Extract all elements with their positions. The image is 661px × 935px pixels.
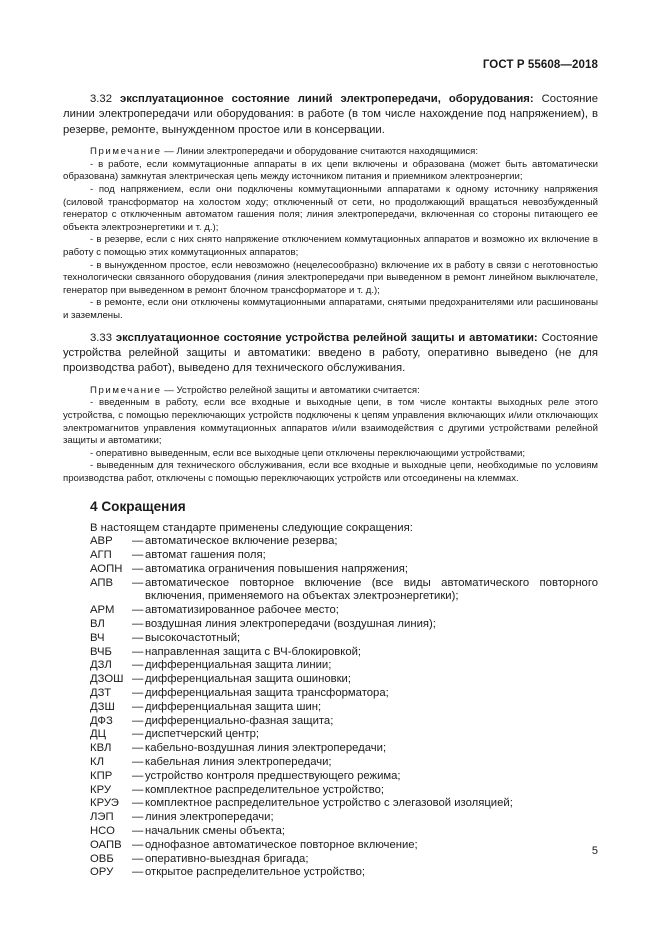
abbreviation-definition [132, 604, 598, 618]
abbreviation-code: ОВБ [90, 852, 114, 865]
term-number: 3.32 [90, 93, 112, 105]
abbreviation-code: АРМ [90, 604, 115, 617]
abbreviation-definition [132, 632, 598, 646]
abbreviation-code: ВЧ [90, 631, 105, 644]
abbreviation-definition [132, 756, 598, 770]
abbreviation-text: устройство контроля предшествующего режима; [145, 769, 401, 782]
abbreviation-text: дифференциальная защита шин; [145, 700, 322, 713]
abbreviation-dash: — [132, 811, 144, 824]
standard-header: ГОСТ Р 55608—2018 [482, 59, 598, 71]
abbreviation-row [90, 618, 598, 632]
abbreviation-dash: — [132, 562, 144, 575]
abbreviation-code: ДЗТ [90, 687, 112, 700]
abbreviation-list [63, 535, 598, 880]
abbreviation-text: дифференциально-фазная защита; [145, 714, 334, 727]
abbreviation-definition [132, 618, 598, 632]
abbreviation-definition [132, 549, 598, 563]
abbreviation-code: ДЗОШ [90, 673, 124, 686]
term-number: 3.33 [90, 331, 112, 344]
abbreviation-definition [132, 728, 598, 742]
abbreviation-dash: — [132, 852, 144, 865]
abbreviation-text: открытое распределительное устройство; [145, 866, 366, 879]
abbreviation-code: ВЧБ [90, 645, 112, 658]
note-item: - введенным в работу, если все входные и выходные цепи, в том числе контакты выходных реле этого устройства, с помощью переключающих устройств подключены к цепям управления включающих и/или отключающих электромагнитов управления коммутационных аппаратов и/или взаимодействия с другими устройствами релейной защиты и автоматики; [63, 397, 598, 447]
abbreviation-definition [132, 646, 598, 660]
abbreviation-definition [132, 659, 598, 673]
note-3-32 [63, 146, 598, 322]
note-3-33 [63, 385, 598, 486]
section-title: 4 Сокращения [90, 498, 186, 514]
abbreviation-text: дифференциальная защита ошиновки; [145, 673, 352, 686]
abbreviation-row [90, 853, 598, 867]
abbreviation-definition [132, 577, 598, 605]
abbreviation-dash: — [132, 549, 144, 562]
abbreviation-code: КВЛ [90, 742, 112, 755]
abbreviation-dash: — [132, 576, 144, 589]
abbreviation-dash: — [132, 742, 144, 755]
abbreviation-text: оперативно-выездная бригада; [145, 852, 309, 865]
abbreviation-code: КРУ [90, 783, 112, 796]
abbreviation-text: высокочастотный; [145, 631, 241, 644]
note-item: - оперативно выведенным, если все выходные цепи отключены переключающими устройствами; [90, 447, 526, 459]
abbreviation-text: автоматическое повторное включение (все виды автоматического повторного включения, применяемого на объектах электроэнергетики); [145, 576, 598, 603]
abbreviation-dash: — [132, 866, 144, 879]
abbreviation-dash: — [132, 535, 144, 548]
term-3-33 [63, 331, 598, 377]
term-definition: Состояние устройства релейной защиты и автоматики: введено в работу, оперативно выведено (не для производства работ), выведено для технического обслуживания. [63, 331, 598, 375]
abbreviation-definition [132, 701, 598, 715]
abbreviation-dash: — [132, 728, 144, 741]
abbreviation-text: направленная защита с ВЧ-блокировкой; [145, 645, 362, 658]
abbreviation-dash: — [132, 797, 144, 810]
note-item: - в резерве, если с них снято напряжение отключением коммутационных аппаратов и возможно их включение в работу с помощью этих коммутационных аппаратов; [63, 234, 598, 258]
abbreviation-text: кабельная линия электропередачи; [145, 756, 332, 769]
abbreviation-code: АВР [90, 535, 113, 548]
note-item: - в работе, если коммутационные аппараты в их цепи включены и образована (может быть автоматически образована) замкнутая электрическая цепь между источником питания и приемником электроэнергии; [63, 158, 598, 183]
abbreviation-code: НСО [90, 825, 115, 838]
abbreviation-definition [132, 770, 598, 784]
abbreviation-row [90, 549, 598, 563]
abbreviation-dash: — [132, 659, 144, 672]
abbreviation-code: КЛ [90, 756, 104, 769]
abbreviation-definition [132, 673, 598, 687]
abbreviation-text: однофазное автоматическое повторное включение; [145, 838, 418, 851]
note-item: - в ремонте, если они отключены коммутационными аппаратами, снятыми предохранителями или расшинованы и заземлены. [63, 297, 598, 321]
abbreviation-dash: — [132, 618, 144, 631]
note-item: - в вынужденном простое, если невозможно (нецелесообразно) включение их в работу в связи с неготовностью технологически связанного оборудования (линия электропередачи при выведенном в ремонт линейном выключателе, генератор при выведенном в ремонт блочном трансформаторе и т. д.); [63, 259, 598, 296]
abbreviation-dash: — [132, 825, 144, 838]
abbreviation-row [90, 756, 598, 770]
term-definition: Состояние линии электропередачи или оборудования: в работе (в том числе нахождение под напряжением), в резерве, ремонте, вынужденном простое или в консервации. [63, 93, 598, 136]
abbreviation-code: КПР [90, 769, 113, 782]
abbreviation-row [90, 604, 598, 618]
abbreviation-text: начальник смены объекта; [145, 825, 286, 838]
abbreviation-text: диспетчерский центр; [145, 728, 260, 741]
abbreviation-definition [132, 866, 598, 880]
abbreviation-dash: — [132, 604, 144, 617]
abbreviation-definition [132, 687, 598, 701]
abbreviation-row [90, 535, 598, 549]
note-lead: — Линии электропередачи и оборудование считаются находящимися: [164, 146, 479, 158]
abbreviation-dash: — [132, 756, 144, 769]
abbreviation-code: ОРУ [90, 866, 114, 879]
abbreviation-definition [132, 563, 598, 577]
abbreviation-code: ДЗШ [90, 700, 115, 713]
abbreviation-text: линия электропередачи; [145, 811, 274, 824]
abbreviation-text: воздушная линия электропередачи (воздушная линия); [145, 618, 436, 631]
note-item: - выведенным для технического обслуживания, если все входные и выходные цепи, необходимые по условиям производства работ, отключены с помощью переключающих устройств или отсоединены на клеммах. [63, 460, 598, 484]
abbreviation-definition [132, 535, 598, 549]
abbreviation-dash: — [132, 714, 144, 727]
abbreviation-text: автомат гашения поля; [145, 549, 266, 562]
abbreviation-dash: — [132, 631, 144, 644]
abbreviation-code: ЛЭП [90, 811, 114, 824]
abbreviation-code: КРУЭ [90, 797, 119, 810]
abbreviation-definition [132, 784, 598, 798]
abbreviation-dash: — [132, 783, 144, 796]
abbreviation-definition [132, 715, 598, 729]
abbreviation-definition [132, 797, 598, 811]
abbreviation-row [90, 563, 598, 577]
abbreviation-dash: — [132, 769, 144, 782]
abbreviation-text: дифференциальная защита трансформатора; [145, 687, 389, 700]
note-label: Примечание [90, 146, 162, 158]
abbreviation-row [90, 673, 598, 687]
abbreviation-text: автоматизированное рабочее место; [145, 604, 339, 617]
abbreviation-row [90, 701, 598, 715]
abbreviation-code: ВЛ [90, 618, 105, 631]
abbreviation-code: АПВ [90, 576, 114, 589]
abbreviation-text: кабельно-воздушная линия электропередачи; [145, 742, 387, 755]
abbreviation-code: ДЗЛ [90, 659, 112, 672]
abbreviation-dash: — [132, 838, 144, 851]
abbreviation-row [90, 825, 598, 839]
abbreviation-row [90, 659, 598, 673]
abbreviation-row [90, 839, 598, 853]
note-item: - под напряжением, если они подключены коммутационными аппаратами к одному источнику напряжения (силовой трансформатор на холостом ходу; отключенный от сети, но продолжающий вращаться невозбужденный генератор с отключенным автоматом гашения поля; линия электропередачи, включенная со стороны питающего ее объекта электроэнергетики и т. д.); [63, 184, 598, 233]
term-title: эксплуатационное состояние линий электропередачи, оборудования: [119, 93, 534, 105]
abbreviation-text: комплектное распределительное устройство с элегазовой изоляцией; [145, 797, 513, 810]
abbreviation-text: автоматическое включение резерва; [145, 535, 338, 548]
abbreviation-row [90, 770, 598, 784]
abbreviation-definition [132, 811, 598, 825]
term-title: эксплуатационное состояние устройства релейной защиты и автоматики: [115, 331, 538, 344]
abbreviation-code: ОАПВ [90, 838, 122, 851]
abbreviation-text: комплектное распределительное устройство; [145, 783, 385, 796]
abbreviation-row [90, 715, 598, 729]
abbreviation-dash: — [132, 700, 144, 713]
abbreviation-dash: — [132, 673, 144, 686]
abbreviation-row [90, 811, 598, 825]
abbreviation-code: АГП [90, 549, 112, 562]
term-3-32 [63, 92, 598, 138]
abbreviation-code: ДЦ [90, 728, 107, 741]
abbreviation-dash: — [132, 645, 144, 658]
page-number: 5 [591, 845, 598, 857]
abbreviation-row [90, 646, 598, 660]
abbreviation-row [90, 784, 598, 798]
abbreviation-text: дифференциальная защита линии; [145, 659, 332, 672]
abbreviation-row [90, 728, 598, 742]
abbreviation-row [90, 866, 598, 880]
page-content [63, 92, 598, 880]
abbreviation-definition [132, 742, 598, 756]
abbreviation-row [90, 687, 598, 701]
abbreviation-definition [132, 839, 598, 853]
abbreviation-row [90, 797, 598, 811]
abbreviation-row [90, 632, 598, 646]
abbreviation-row [90, 577, 598, 605]
abbreviation-definition [132, 853, 598, 867]
abbreviation-code: ДФЗ [90, 714, 113, 727]
note-label: Примечание [90, 384, 162, 396]
abbreviation-definition [132, 825, 598, 839]
abbreviation-row [90, 742, 598, 756]
abbreviation-text: автоматика ограничения повышения напряжения; [145, 562, 408, 575]
abbreviation-code: АОПН [90, 562, 123, 575]
abbreviation-dash: — [132, 687, 144, 700]
section-intro: В настоящем стандарте применены следующие сокращения: [90, 521, 413, 534]
note-lead: — Устройство релейной защиты и автоматики считается: [164, 384, 420, 396]
